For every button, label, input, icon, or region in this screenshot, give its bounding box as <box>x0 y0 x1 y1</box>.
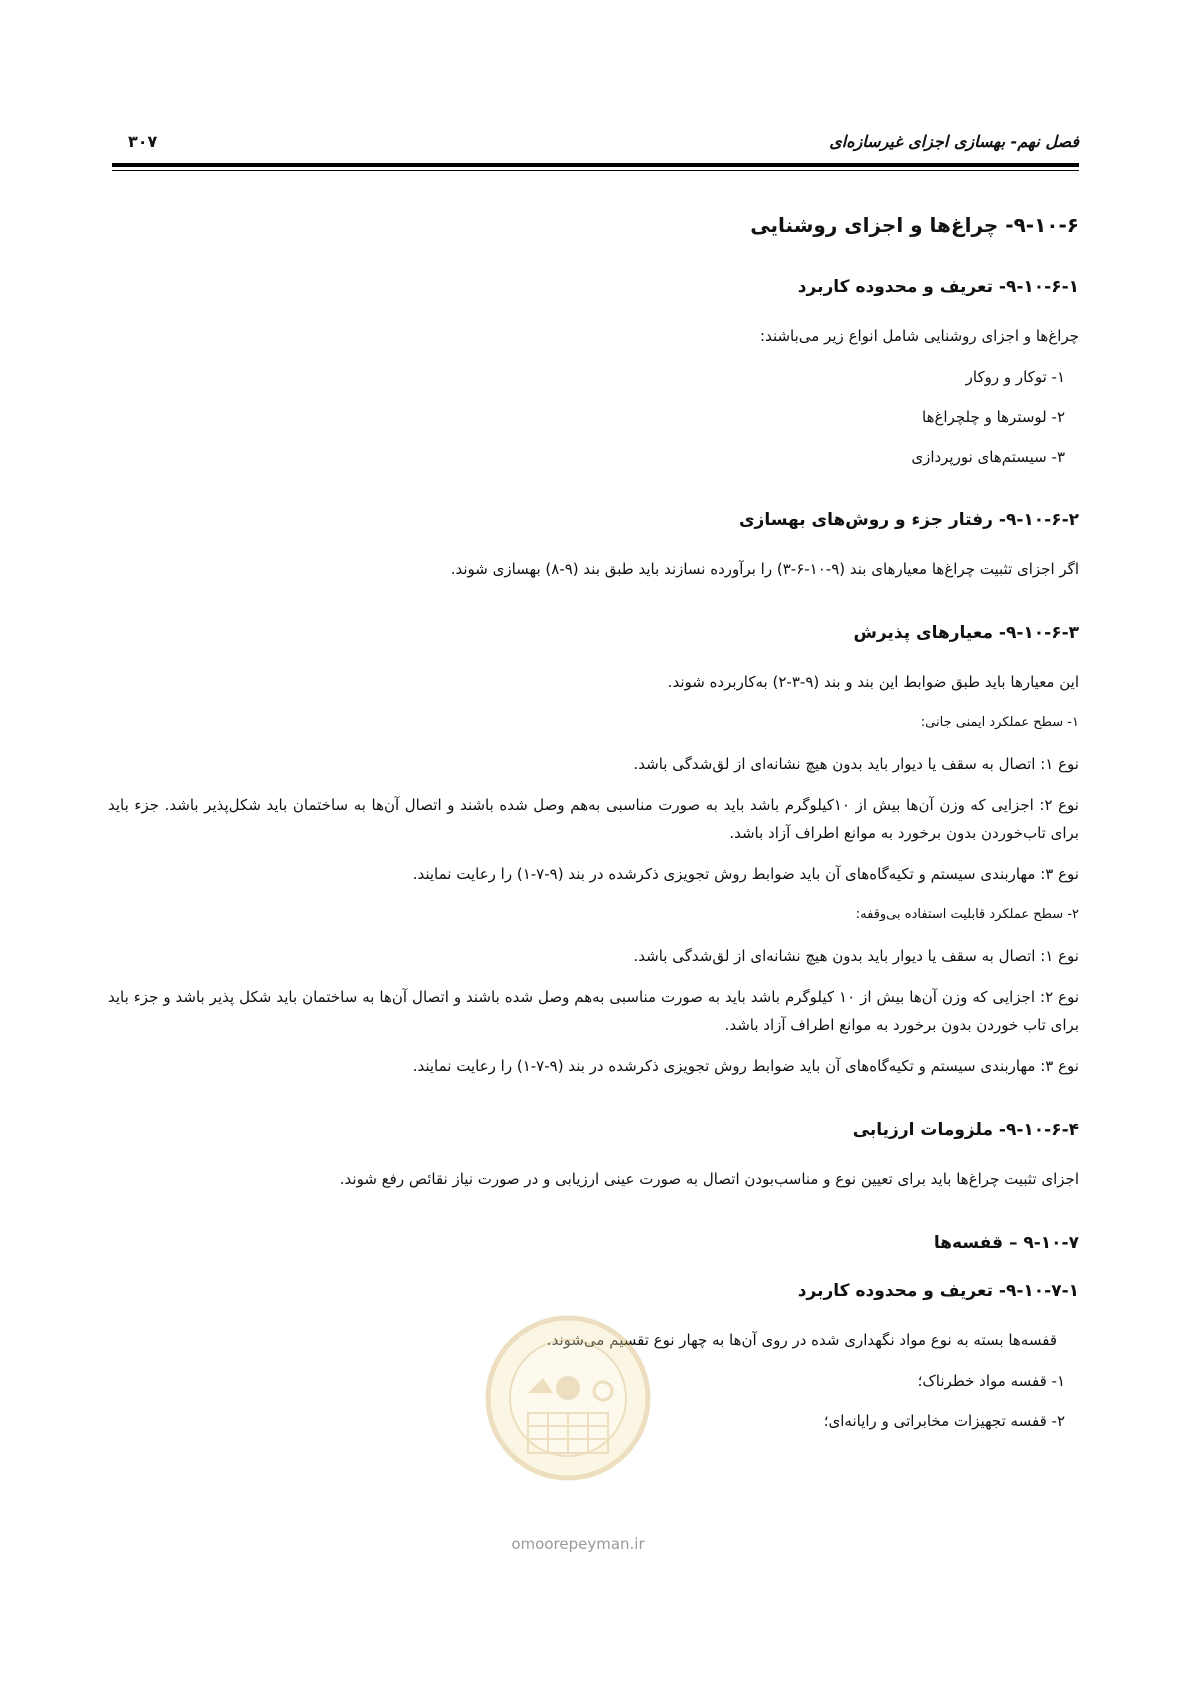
section-6-1-intro: چراغ‌ها و اجزای روشنایی شامل انواع زیر می‌باشند: <box>760 327 1079 345</box>
level-1-type-3: نوع ۳: مهاربندی سیستم و تکیه‌گاه‌های آن باید ضوابط روش تجویزی ذکرشده در بند (۹-۷-۱) را رعایت نمایند. <box>412 865 1079 883</box>
level-2-type-3: نوع ۳: مهاربندی سیستم و تکیه‌گاه‌های آن باید ضوابط روش تجویزی ذکرشده در بند (۹-۷-۱) را رعایت نمایند. <box>412 1057 1079 1075</box>
level-2-type-1: نوع ۱: اتصال به سقف یا دیوار باید بدون هیچ نشانه‌ای از لق‌شدگی باشد. <box>633 947 1079 965</box>
section-6-3-heading: ۹-۱۰-۶-۳- معیارهای پذیرش <box>853 623 1079 643</box>
section-6-4-heading: ۹-۱۰-۶-۴- ملزومات ارزیابی <box>852 1120 1079 1140</box>
page-number: ۳۰۷ <box>128 132 158 151</box>
level-2-type-2: نوع ۲: اجزایی که وزن آن‌ها بیش از ۱۰ کیلوگرم باشد باید به صورت مناسبی به‌هم وصل شده باشند و اتصال آن‌ها به ساختمان باید شکل پذیر باشد و جزء باید برای تاب خوردن بدون برخورد به موانع اطراف آزاد باشد. <box>108 988 1079 1034</box>
list-item: ۱- توکار و روکار <box>965 368 1065 386</box>
page-content <box>108 210 1079 1447</box>
section-7-1-intro: قفسه‌ها بسته به نوع مواد نگهداری شده در روی آن‌ها به چهار نوع تقسیم می‌شوند. <box>546 1331 1057 1349</box>
list-item: ۲- قفسه تجهیزات مخابراتی و رایانه‌ای؛ <box>823 1412 1065 1430</box>
list-item: ۱- قفسه مواد خطرناک؛ <box>917 1372 1065 1390</box>
level-1-type-1: نوع ۱: اتصال به سقف یا دیوار باید بدون هیچ نشانه‌ای از لق‌شدگی باشد. <box>633 755 1079 773</box>
section-7-1-heading: ۹-۱۰-۷-۱- تعریف و محدوده کاربرد <box>797 1281 1079 1301</box>
list-item: ۲- لوسترها و چلچراغ‌ها <box>922 408 1065 426</box>
performance-level-1: ۱- سطح عملکرد ایمنی جانی: <box>920 715 1079 730</box>
section-6-1-heading: ۹-۱۰-۶-۱- تعریف و محدوده کاربرد <box>797 277 1079 297</box>
performance-level-2: ۲- سطح عملکرد قابلیت استفاده بی‌وقفه: <box>855 907 1079 922</box>
list-item: ۳- سیستم‌های نورپردازی <box>911 448 1065 466</box>
section-6-4-text: اجزای تثبیت چراغ‌ها باید برای تعیین نوع و مناسب‌بودن اتصال به صورت عینی ارزیابی و در صورت نیاز نقائص رفع شوند. <box>339 1170 1079 1188</box>
section-6-heading: ۹-۱۰-۶- چراغ‌ها و اجزای روشنایی <box>750 213 1079 237</box>
watermark-site: omoorepeyman.ir <box>511 1535 645 1553</box>
page-header <box>112 120 1079 160</box>
section-6-3-intro: این معیارها باید طبق ضوابط این بند و بند (۹-۳-۲) به‌کاربرده شوند. <box>667 673 1079 691</box>
section-6-2-heading: ۹-۱۰-۶-۲- رفتار جزء و روش‌های بهسازی <box>738 510 1079 530</box>
level-1-type-2: نوع ۲: اجزایی که وزن آن‌ها بیش از ۱۰کیلوگرم باشد باید به صورت مناسبی به‌هم وصل شده باشند و اتصال آن‌ها به ساختمان باید شکل‌پذیر باشد. جزء باید برای تاب‌خوردن بدون برخورد به موانع اطراف آزاد باشد. <box>108 796 1079 842</box>
chapter-title: فصل نهم- بهسازی اجزای غیرسازه‌ای <box>829 132 1079 151</box>
section-6-2-text: اگر اجزای تثبیت چراغ‌ها معیارهای بند (۹-۱۰-۶-۳) را برآورده نسازند باید طبق بند (۹-۸) بهسازی شوند. <box>450 560 1079 578</box>
seal-icon <box>483 1313 653 1483</box>
header-rule-thin <box>112 170 1079 171</box>
section-7-heading: ۹-۱۰-۷ – قفسه‌ها <box>933 1233 1079 1253</box>
header-rule-thick <box>112 163 1079 167</box>
